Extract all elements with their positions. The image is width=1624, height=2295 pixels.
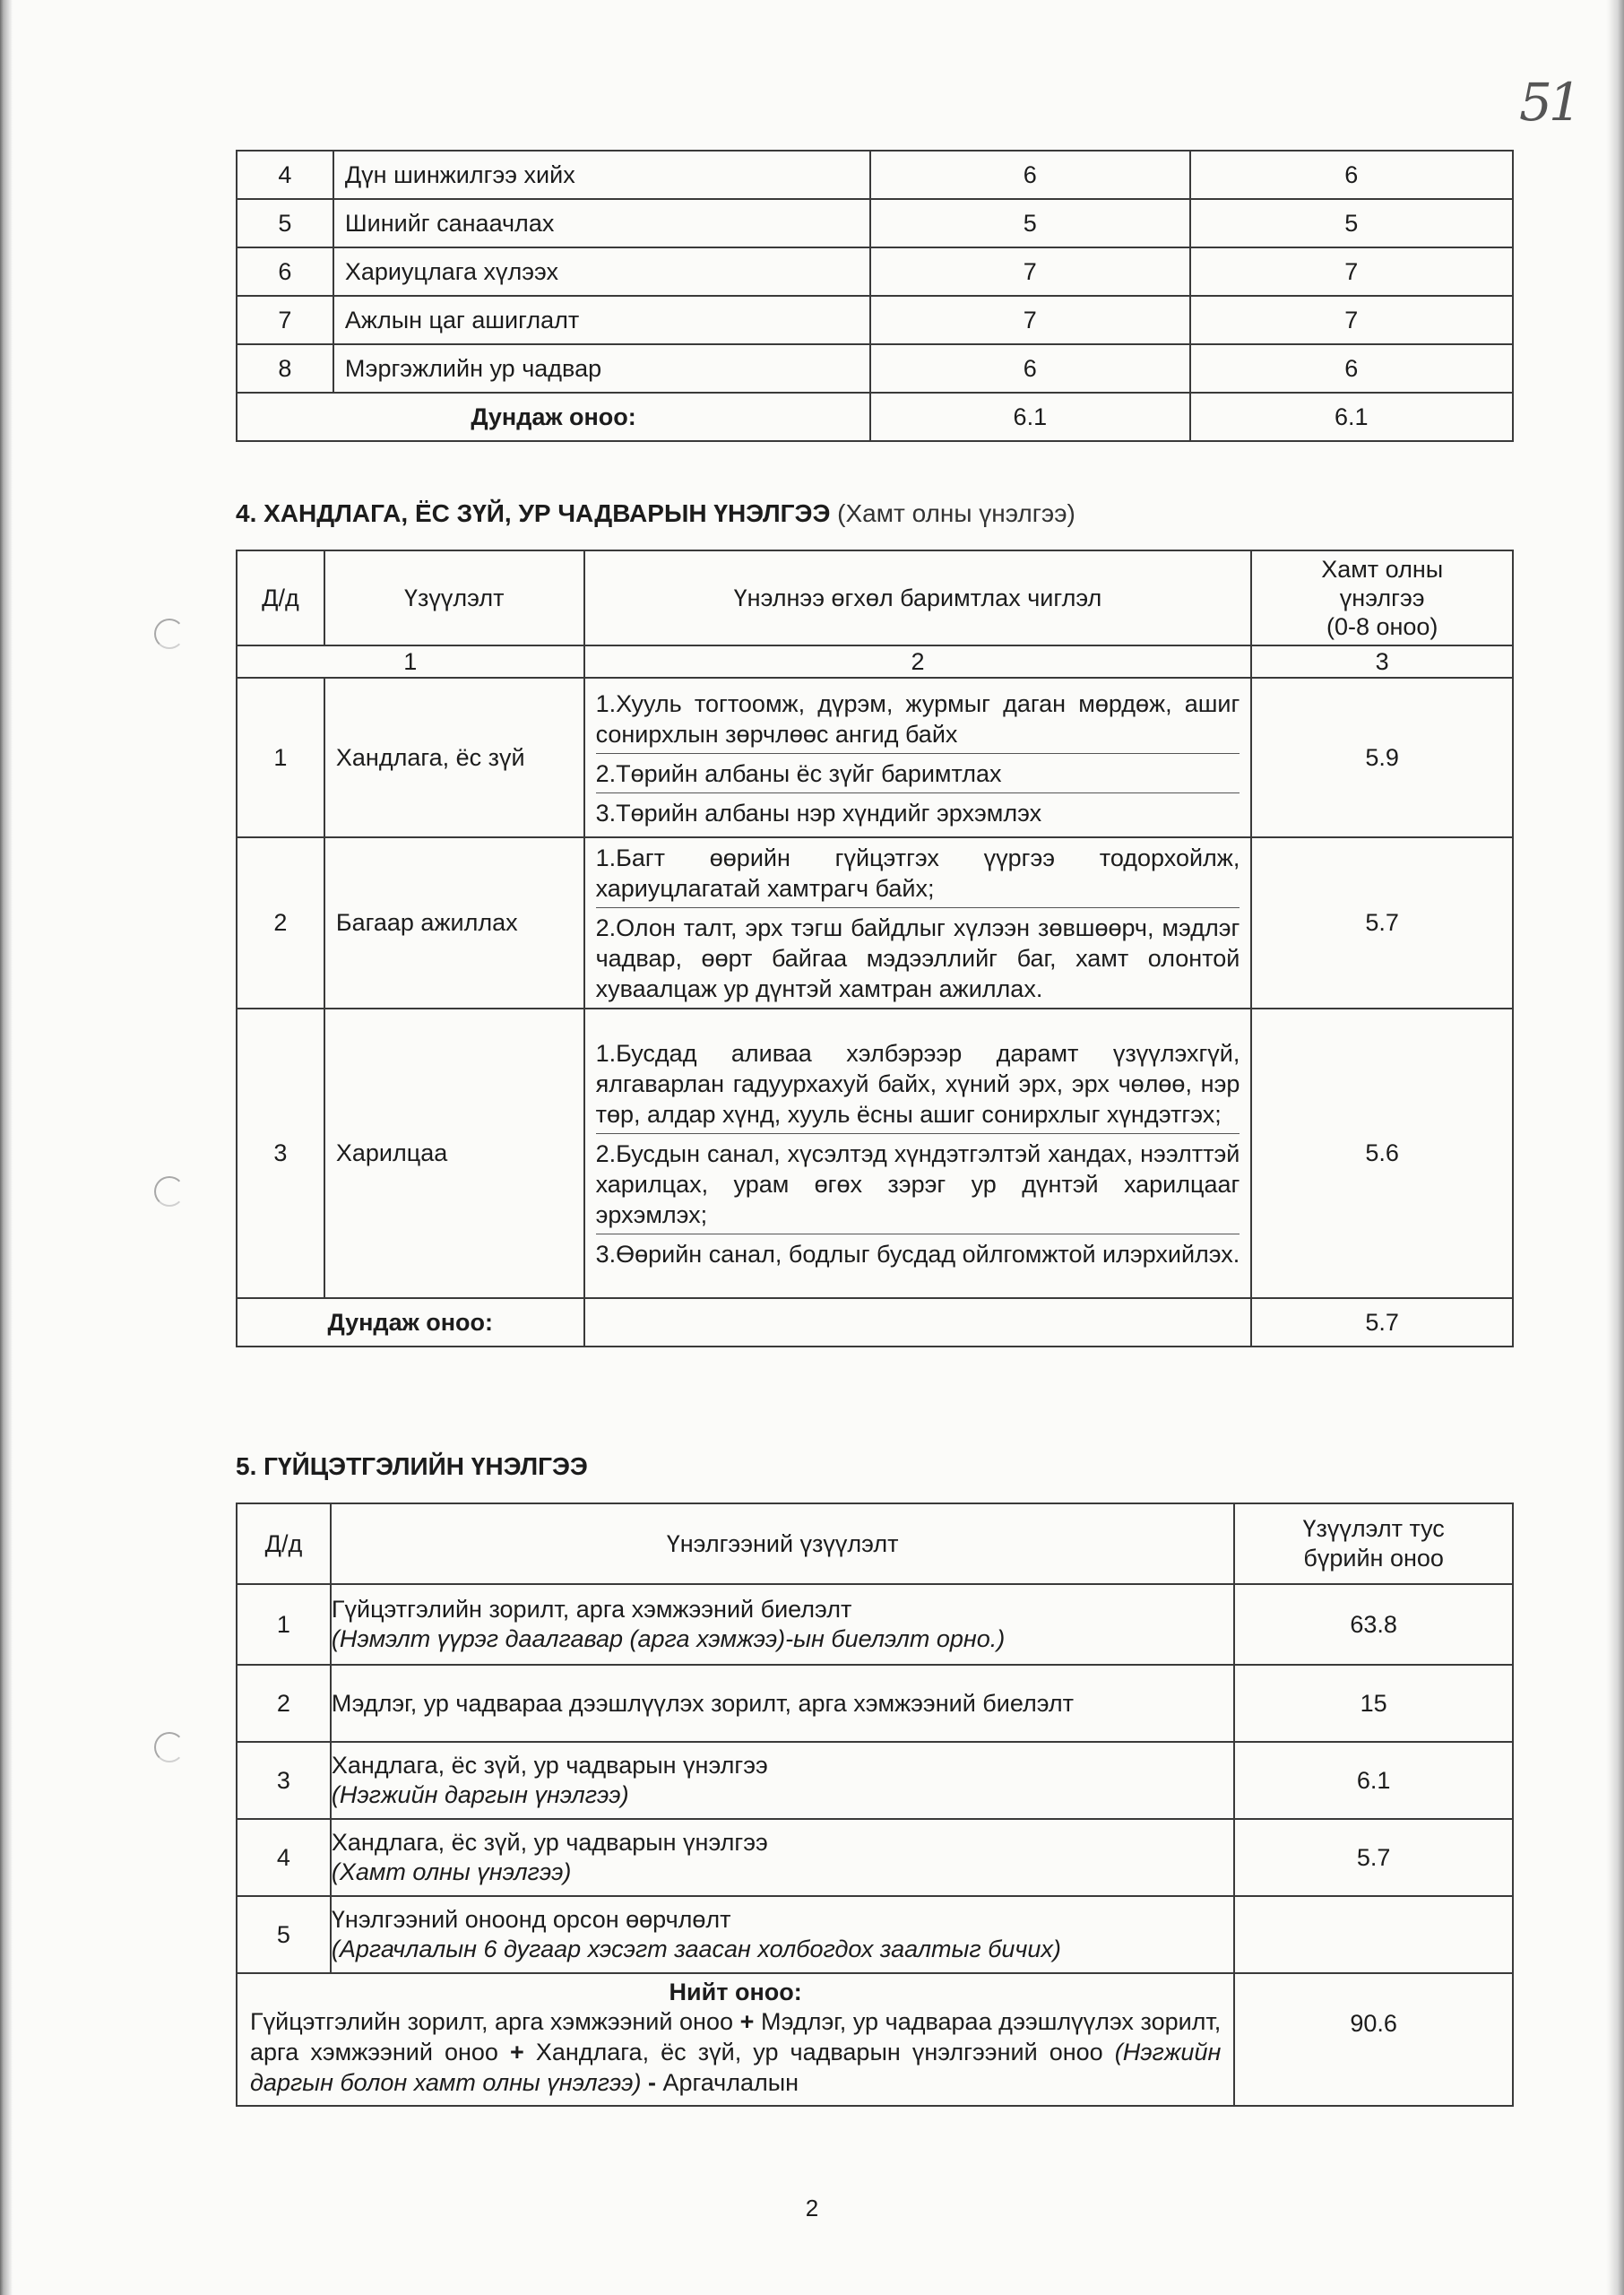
header-score <box>1251 550 1513 645</box>
row-number: 5 <box>237 199 333 247</box>
handwritten-page-mark: 51 <box>1519 72 1578 133</box>
score-cell: 5 <box>870 199 1189 247</box>
scores-continuation-table <box>236 150 1514 442</box>
indicator-cell <box>331 1819 1234 1896</box>
punch-hole <box>154 1732 185 1762</box>
criterion-name: Ажлын цаг ашиглалт <box>333 296 870 344</box>
table-row <box>237 1819 1513 1896</box>
row-number: 6 <box>237 247 333 296</box>
section-5-heading <box>236 1452 588 1481</box>
criterion-item: 2.Бусдын санал, хүсэлтэд хүндэтгэлтэй хандах, нээлттэй харилцах, урам өгөх зэрэг ур дүнтэй харилцааг эрхэмлэх; <box>596 1133 1240 1234</box>
total-score: 90.6 <box>1234 1973 1513 2106</box>
table-row <box>237 296 1513 344</box>
average-row <box>237 1298 1513 1347</box>
section-4-subtitle: (Хамт олны үнэлгээ) <box>837 499 1075 527</box>
row-number: 5 <box>237 1896 331 1973</box>
total-row <box>237 1973 1513 2106</box>
header-number: Д/д <box>237 1503 331 1584</box>
header-row <box>237 550 1513 645</box>
indicator-name: Харилцаа <box>324 1009 584 1298</box>
total-formula <box>250 2006 1221 2098</box>
section-4-table <box>236 550 1514 1347</box>
header-score <box>1234 1503 1513 1584</box>
indicator-name: Хандлага, ёс зүй, ур чадварын үнэлгээ <box>331 1829 768 1856</box>
indicator-note: (Нэмэлт үүрэг даалгавар (арга хэмжээ)-ын биелэлт орно.) <box>331 1625 1006 1652</box>
average-label: Дундаж оноо: <box>237 393 870 441</box>
average-score: 6.1 <box>1190 393 1513 441</box>
row-number: 4 <box>237 151 333 199</box>
header-indicator: Үнэлгээний үзүүлэлт <box>331 1503 1234 1584</box>
formula-note: (Нэгжийн даргын болон хамт олны үнэлгээ) <box>250 2039 1222 2096</box>
indicator-cell <box>331 1584 1234 1665</box>
score-cell: 5.9 <box>1251 678 1513 837</box>
formula-operator: - <box>641 2069 663 2096</box>
score-cell: 7 <box>1190 296 1513 344</box>
criterion-item: 3.Өөрийн санал, бодлыг бусдад ойлгомжтой илэрхийлэх. <box>596 1234 1240 1273</box>
header-score-line: Үзүүлэлт тус <box>1302 1515 1445 1542</box>
total-formula-cell <box>237 1973 1234 2106</box>
header-indicator: Үзүүлэлт <box>324 550 584 645</box>
header-score-line: бүрийн оноо <box>1303 1545 1444 1572</box>
header-score-line: Хамт олны <box>1321 556 1444 583</box>
row-number: 2 <box>237 1665 331 1742</box>
formula-operator: + <box>733 2008 761 2035</box>
punch-hole <box>154 619 185 649</box>
indicator-name: Хандлага, ёс зүй, ур чадварын үнэлгээ <box>331 1752 768 1779</box>
score-cell: 5 <box>1190 199 1513 247</box>
indicator-cell <box>331 1665 1234 1742</box>
indicator-note: (Хамт олны үнэлгээ) <box>331 1858 572 1885</box>
scan-right-edge <box>1606 0 1624 2295</box>
row-number: 8 <box>237 344 333 393</box>
table-row <box>237 344 1513 393</box>
table-row <box>237 1665 1513 1742</box>
criterion-name: Мэргэжлийн ур чадвар <box>333 344 870 393</box>
criterion-item: 1.Багт өөрийн гүйцэтгэх үүргээ тодорхойлж, хариуцлагатай хамтрагч байх; <box>595 844 1240 902</box>
score-cell: 15 <box>1234 1665 1513 1742</box>
score-cell <box>1234 1896 1513 1973</box>
average-score: 5.7 <box>1251 1298 1513 1347</box>
indicator-cell <box>331 1896 1234 1973</box>
score-cell: 6 <box>1190 151 1513 199</box>
score-cell: 7 <box>1190 247 1513 296</box>
average-score: 6.1 <box>870 393 1189 441</box>
criterion-item: 3.Төрийн албаны нэр хүндийг эрхэмлэх <box>596 792 1240 832</box>
score-cell: 5.7 <box>1234 1819 1513 1896</box>
row-number: 2 <box>237 837 324 1009</box>
table-row <box>237 199 1513 247</box>
column-number: 3 <box>1251 645 1513 678</box>
score-cell: 6 <box>1190 344 1513 393</box>
score-cell: 6.1 <box>1234 1742 1513 1819</box>
header-score-line: (0-8 оноо) <box>1326 613 1438 640</box>
formula-part: Гүйцэтгэлийн зорилт, арга хэмжээний оноо <box>250 2008 734 2035</box>
average-label: Дундаж оноо: <box>237 1298 584 1347</box>
formula-part: Мэдлэг, ур чадвараа дээшлүүлэх зорилт, арга хэмжээний оноо <box>250 2008 1222 2066</box>
row-number: 3 <box>237 1742 331 1819</box>
table-row <box>237 1742 1513 1819</box>
formula-part: Хандлага, ёс зүй, ур чадварын үнэлгээний оноо <box>535 2039 1115 2066</box>
table-row <box>237 837 1513 1009</box>
criterion-item: 2.Төрийн албаны ёс зүйг баримтлах <box>596 753 1240 792</box>
criterion-item: 1.Бусдад аливаа хэлбэрээр дарамт үзүүлэхгүй, ялгаварлан гадуурхахуй байх, хүний эрх, эрх чөлөө, нэр төр, алдар хүнд, хууль ёсны ашиг сонирхлыг хүндэтгэх; <box>595 1040 1240 1128</box>
header-score-line: үнэлгээ <box>1339 585 1425 611</box>
column-number-row <box>237 645 1513 678</box>
score-cell: 63.8 <box>1234 1584 1513 1665</box>
section-4-title: 4. ХАНДЛАГА, ЁС ЗҮЙ, УР ЧАДВАРЫН ҮНЭЛГЭЭ <box>236 499 831 527</box>
indicator-note: (Нэгжийн даргын үнэлгээ) <box>331 1781 629 1808</box>
row-number: 7 <box>237 296 333 344</box>
criterion-item: 1.Хууль тогтоомж, дүрэм, журмыг даган мөрдөж, ашиг сонирхлын зөрчлөөс ангид байх <box>595 689 1240 748</box>
indicator-note: (Аргачлалын 6 дугаар хэсэгт заасан холбогдох заалтыг бичих) <box>331 1936 1061 1962</box>
header-row <box>237 1503 1513 1584</box>
formula-part: Аргачлалын <box>662 2069 799 2096</box>
criterion-name: Шинийг санаачлах <box>333 199 870 247</box>
criteria-list <box>584 837 1252 1009</box>
indicator-name: Багаар ажиллах <box>324 837 584 1009</box>
row-number: 1 <box>237 678 324 837</box>
indicator-name: Мэдлэг, ур чадвараа дээшлүүлэх зорилт, арга хэмжээний биелэлт <box>331 1689 1075 1717</box>
table-row <box>237 247 1513 296</box>
table-row <box>237 1584 1513 1665</box>
page-number: 2 <box>805 2195 819 2221</box>
total-label: Нийт оноо: <box>669 1979 802 2005</box>
indicator-name: Үнэлгээний оноонд орсон өөрчлөлт <box>331 1906 731 1933</box>
section-5-table <box>236 1503 1514 2107</box>
criterion-name: Дүн шинжилгээ хийх <box>333 151 870 199</box>
row-number: 3 <box>237 1009 324 1298</box>
table-row <box>237 151 1513 199</box>
average-row <box>237 393 1513 441</box>
column-number: 2 <box>584 645 1252 678</box>
score-cell: 5.7 <box>1251 837 1513 1009</box>
criterion-name: Хариуцлага хүлээх <box>333 247 870 296</box>
indicator-name: Хандлага, ёс зүй <box>324 678 584 837</box>
row-number: 4 <box>237 1819 331 1896</box>
row-number: 1 <box>237 1584 331 1665</box>
criterion-item: 2.Олон талт, эрх тэгш байдлыг хүлээн зөвшөөрч, мэдлэг чадвар, өөрт байгаа мэдээллийг баг, хамт олонтой хуваалцаж ур дүнтэй хамтран ажиллах. <box>596 907 1240 1008</box>
table-row <box>237 1896 1513 1973</box>
score-cell: 5.6 <box>1251 1009 1513 1298</box>
criteria-list <box>584 678 1252 837</box>
section-5-title: 5. ГҮЙЦЭТГЭЛИЙН ҮНЭЛГЭЭ <box>236 1452 588 1480</box>
formula-operator: + <box>497 2039 536 2066</box>
table-row <box>237 678 1513 837</box>
score-cell: 7 <box>870 247 1189 296</box>
indicator-cell <box>331 1742 1234 1819</box>
column-number: 1 <box>237 645 584 678</box>
indicator-name: Гүйцэтгэлийн зорилт, арга хэмжээний биелэлт <box>331 1596 852 1623</box>
scan-left-edge <box>0 0 13 2295</box>
table-row <box>237 1009 1513 1298</box>
section-4-heading <box>236 499 1075 528</box>
header-number: Д/д <box>237 550 324 645</box>
header-principle: Үнэлнээ өгхөл баримтлах чиглэл <box>584 550 1252 645</box>
score-cell: 6 <box>870 344 1189 393</box>
punch-hole <box>154 1176 185 1207</box>
score-cell: 7 <box>870 296 1189 344</box>
empty-cell <box>584 1298 1252 1347</box>
criteria-list <box>584 1009 1252 1298</box>
score-cell: 6 <box>870 151 1189 199</box>
